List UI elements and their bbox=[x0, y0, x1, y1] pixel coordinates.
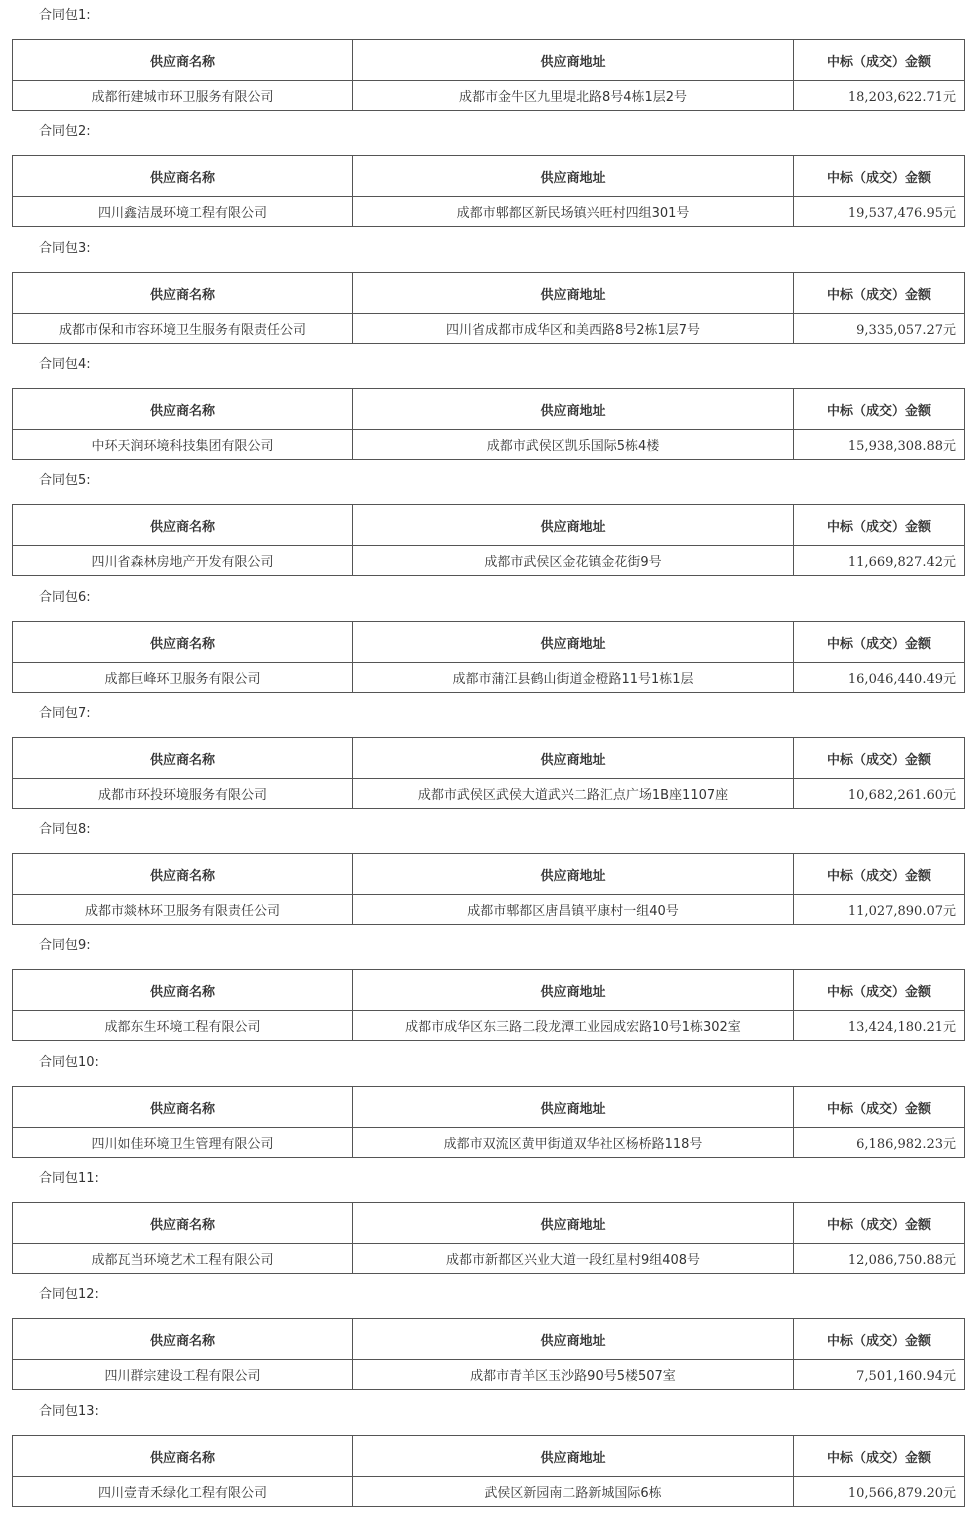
table-row bbox=[13, 1477, 965, 1507]
package-label: 合同包13: bbox=[39, 1404, 99, 1419]
supplier-name: 四川省森林房地产开发有限公司 bbox=[13, 546, 353, 576]
package-label: 合同包11: bbox=[39, 1171, 99, 1186]
award-amount: 10,566,879.20元 bbox=[794, 1477, 965, 1507]
package-label: 合同包7: bbox=[39, 706, 91, 721]
supplier-table bbox=[12, 853, 965, 925]
supplier-address: 成都市双流区黄甲街道双华社区杨桥路118号 bbox=[353, 1128, 794, 1158]
award-amount: 6,186,982.23元 bbox=[794, 1128, 965, 1158]
header-supplier-name: 供应商名称 bbox=[13, 854, 353, 895]
supplier-table bbox=[12, 1086, 965, 1158]
table-row bbox=[13, 197, 965, 227]
header-award-amount: 中标（成交）金额 bbox=[794, 622, 965, 663]
header-supplier-address: 供应商地址 bbox=[353, 505, 794, 546]
header-supplier-address: 供应商地址 bbox=[353, 970, 794, 1011]
table-row bbox=[13, 81, 965, 111]
supplier-name: 成都巨峰环卫服务有限公司 bbox=[13, 663, 353, 693]
supplier-table bbox=[12, 1318, 965, 1390]
package-label: 合同包12: bbox=[39, 1287, 99, 1302]
award-amount: 11,027,890.07元 bbox=[794, 895, 965, 925]
supplier-name: 中环天润环境科技集团有限公司 bbox=[13, 430, 353, 460]
supplier-table bbox=[12, 39, 965, 111]
table-row bbox=[13, 1128, 965, 1158]
header-award-amount: 中标（成交）金额 bbox=[794, 854, 965, 895]
table-header-row bbox=[13, 854, 965, 895]
header-supplier-name: 供应商名称 bbox=[13, 1436, 353, 1477]
header-supplier-address: 供应商地址 bbox=[353, 854, 794, 895]
table-row bbox=[13, 314, 965, 344]
header-award-amount: 中标（成交）金额 bbox=[794, 738, 965, 779]
header-supplier-address: 供应商地址 bbox=[353, 40, 794, 81]
table-header-row bbox=[13, 1319, 965, 1360]
supplier-table bbox=[12, 155, 965, 227]
header-supplier-name: 供应商名称 bbox=[13, 1203, 353, 1244]
header-award-amount: 中标（成交）金额 bbox=[794, 505, 965, 546]
package-label: 合同包2: bbox=[39, 124, 91, 139]
supplier-table bbox=[12, 388, 965, 460]
package-label: 合同包4: bbox=[39, 357, 91, 372]
table-row bbox=[13, 895, 965, 925]
header-supplier-name: 供应商名称 bbox=[13, 505, 353, 546]
supplier-table bbox=[12, 504, 965, 576]
header-supplier-name: 供应商名称 bbox=[13, 970, 353, 1011]
header-supplier-name: 供应商名称 bbox=[13, 156, 353, 197]
table-header-row bbox=[13, 40, 965, 81]
header-award-amount: 中标（成交）金额 bbox=[794, 1087, 965, 1128]
supplier-address: 成都市武侯区凯乐国际5栋4楼 bbox=[353, 430, 794, 460]
supplier-address: 成都市武侯区武侯大道武兴二路汇点广场1B座1107座 bbox=[353, 779, 794, 809]
header-supplier-address: 供应商地址 bbox=[353, 1436, 794, 1477]
header-supplier-address: 供应商地址 bbox=[353, 622, 794, 663]
supplier-table bbox=[12, 1202, 965, 1274]
header-supplier-name: 供应商名称 bbox=[13, 1087, 353, 1128]
table-header-row bbox=[13, 1087, 965, 1128]
table-row bbox=[13, 663, 965, 693]
table-row bbox=[13, 1244, 965, 1274]
header-supplier-address: 供应商地址 bbox=[353, 1087, 794, 1128]
supplier-name: 成都瓦当环境艺术工程有限公司 bbox=[13, 1244, 353, 1274]
header-supplier-name: 供应商名称 bbox=[13, 40, 353, 81]
header-supplier-name: 供应商名称 bbox=[13, 1319, 353, 1360]
award-amount: 19,537,476.95元 bbox=[794, 197, 965, 227]
supplier-name: 四川鑫洁晟环境工程有限公司 bbox=[13, 197, 353, 227]
header-award-amount: 中标（成交）金额 bbox=[794, 970, 965, 1011]
header-award-amount: 中标（成交）金额 bbox=[794, 389, 965, 430]
header-award-amount: 中标（成交）金额 bbox=[794, 273, 965, 314]
supplier-address: 成都市郫都区唐昌镇平康村一组40号 bbox=[353, 895, 794, 925]
table-row bbox=[13, 779, 965, 809]
header-supplier-address: 供应商地址 bbox=[353, 1319, 794, 1360]
header-award-amount: 中标（成交）金额 bbox=[794, 1436, 965, 1477]
supplier-table bbox=[12, 621, 965, 693]
award-amount: 9,335,057.27元 bbox=[794, 314, 965, 344]
table-header-row bbox=[13, 1436, 965, 1477]
award-amount: 11,669,827.42元 bbox=[794, 546, 965, 576]
supplier-table bbox=[12, 272, 965, 344]
award-amount: 7,501,160.94元 bbox=[794, 1360, 965, 1390]
package-label: 合同包5: bbox=[39, 473, 91, 488]
package-label: 合同包9: bbox=[39, 938, 91, 953]
supplier-address: 成都市武侯区金花镇金花街9号 bbox=[353, 546, 794, 576]
header-supplier-name: 供应商名称 bbox=[13, 738, 353, 779]
table-header-row bbox=[13, 156, 965, 197]
header-supplier-address: 供应商地址 bbox=[353, 1203, 794, 1244]
supplier-address: 成都市金牛区九里堤北路8号4栋1层2号 bbox=[353, 81, 794, 111]
supplier-name: 四川壹青禾绿化工程有限公司 bbox=[13, 1477, 353, 1507]
package-label: 合同包8: bbox=[39, 822, 91, 837]
table-row bbox=[13, 1011, 965, 1041]
header-supplier-name: 供应商名称 bbox=[13, 389, 353, 430]
award-amount: 18,203,622.71元 bbox=[794, 81, 965, 111]
supplier-address: 成都市新都区兴业大道一段红星村9组408号 bbox=[353, 1244, 794, 1274]
header-supplier-address: 供应商地址 bbox=[353, 738, 794, 779]
package-label: 合同包3: bbox=[39, 241, 91, 256]
table-header-row bbox=[13, 505, 965, 546]
header-supplier-address: 供应商地址 bbox=[353, 156, 794, 197]
supplier-name: 四川群宗建设工程有限公司 bbox=[13, 1360, 353, 1390]
award-amount: 16,046,440.49元 bbox=[794, 663, 965, 693]
table-header-row bbox=[13, 273, 965, 314]
supplier-address: 成都市成华区东三路二段龙潭工业园成宏路10号1栋302室 bbox=[353, 1011, 794, 1041]
header-award-amount: 中标（成交）金额 bbox=[794, 1203, 965, 1244]
supplier-table bbox=[12, 737, 965, 809]
header-supplier-name: 供应商名称 bbox=[13, 622, 353, 663]
award-amount: 12,086,750.88元 bbox=[794, 1244, 965, 1274]
table-header-row bbox=[13, 1203, 965, 1244]
table-header-row bbox=[13, 389, 965, 430]
header-award-amount: 中标（成交）金额 bbox=[794, 1319, 965, 1360]
supplier-address: 成都市青羊区玉沙路90号5楼507室 bbox=[353, 1360, 794, 1390]
supplier-table bbox=[12, 1435, 965, 1507]
award-amount: 13,424,180.21元 bbox=[794, 1011, 965, 1041]
supplier-name: 四川如佳环境卫生管理有限公司 bbox=[13, 1128, 353, 1158]
supplier-address: 武侯区新园南二路新城国际6栋 bbox=[353, 1477, 794, 1507]
table-header-row bbox=[13, 970, 965, 1011]
supplier-name: 成都市环投环境服务有限公司 bbox=[13, 779, 353, 809]
supplier-address: 成都市郫都区新民场镇兴旺村四组301号 bbox=[353, 197, 794, 227]
header-supplier-name: 供应商名称 bbox=[13, 273, 353, 314]
header-award-amount: 中标（成交）金额 bbox=[794, 156, 965, 197]
package-label: 合同包10: bbox=[39, 1055, 99, 1070]
supplier-address: 四川省成都市成华区和美西路8号2栋1层7号 bbox=[353, 314, 794, 344]
package-label: 合同包6: bbox=[39, 590, 91, 605]
supplier-name: 成都市保和市容环境卫生服务有限责任公司 bbox=[13, 314, 353, 344]
supplier-address: 成都市蒲江县鹤山街道金橙路11号1栋1层 bbox=[353, 663, 794, 693]
table-row bbox=[13, 1360, 965, 1390]
award-amount: 15,938,308.88元 bbox=[794, 430, 965, 460]
table-header-row bbox=[13, 622, 965, 663]
award-amount: 10,682,261.60元 bbox=[794, 779, 965, 809]
supplier-name: 成都衎建城市环卫服务有限公司 bbox=[13, 81, 353, 111]
header-supplier-address: 供应商地址 bbox=[353, 273, 794, 314]
header-award-amount: 中标（成交）金额 bbox=[794, 40, 965, 81]
supplier-name: 成都东生环境工程有限公司 bbox=[13, 1011, 353, 1041]
table-row bbox=[13, 430, 965, 460]
supplier-name: 成都市燚林环卫服务有限责任公司 bbox=[13, 895, 353, 925]
supplier-table bbox=[12, 969, 965, 1041]
table-header-row bbox=[13, 738, 965, 779]
header-supplier-address: 供应商地址 bbox=[353, 389, 794, 430]
package-label: 合同包1: bbox=[39, 8, 91, 23]
table-row bbox=[13, 546, 965, 576]
